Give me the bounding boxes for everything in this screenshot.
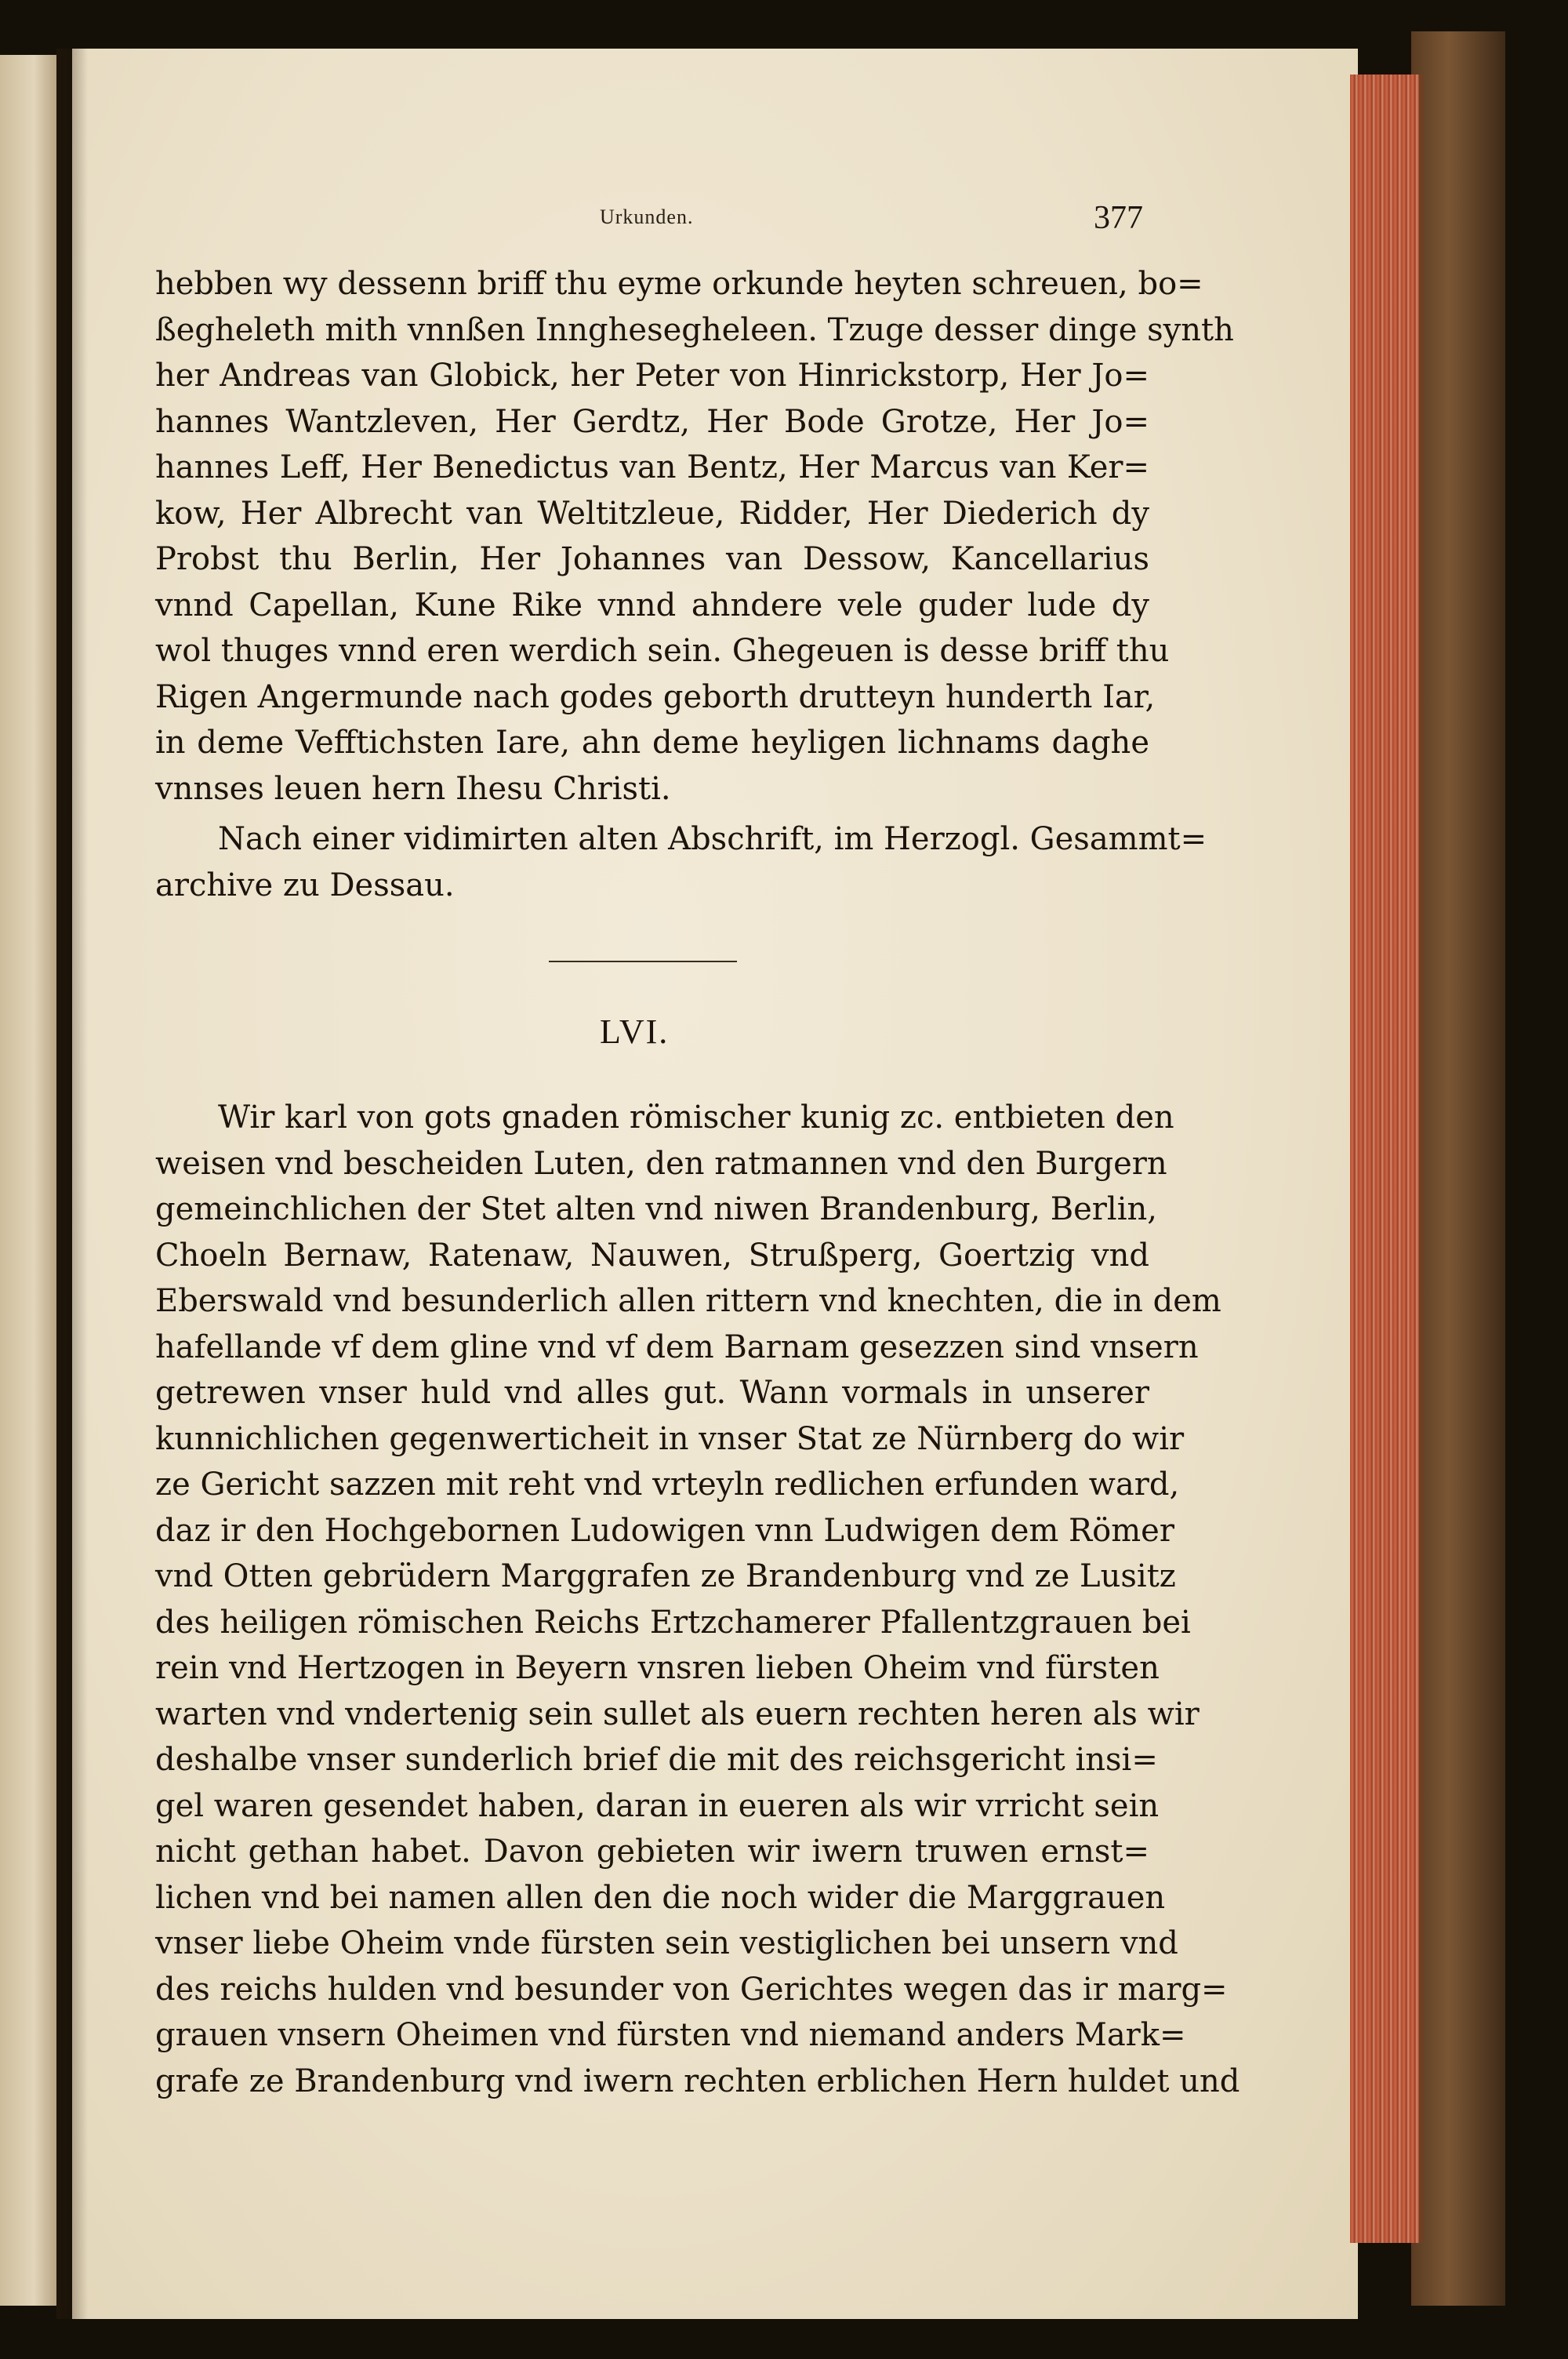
text-line: grafe ze Brandenburg vnd iwern rechten erblichen Hern huldet und <box>155 2063 1240 2099</box>
text-line: des reichs hulden vnd besunder von Gerichtes wegen das ir marg= <box>155 1971 1228 2008</box>
text-line: Probst thu Berlin, Her Johannes van Dessow, Kancellarius <box>155 541 1149 577</box>
text-line: kow, Her Albrecht van Weltitzleue, Ridder, Her Diederich dy <box>155 495 1149 532</box>
gutter-shadow <box>56 49 88 2319</box>
text-line: hebben wy dessenn briff thu eyme orkunde heyten schreuen, bo= <box>155 266 1203 302</box>
text-line: gel waren gesendet haben, daran in eueren als wir vrricht sein <box>155 1787 1160 1824</box>
text-line: kunnichlichen gegenwerticheit in vnser Stat ze Nürnberg do wir <box>155 1420 1185 1457</box>
document-one-text <box>155 261 1234 908</box>
text-line: ßegheleth mith vnnßen Innghesegheleen. Tzuge desser dinge synth <box>155 311 1234 348</box>
text-line: Choeln Bernaw, Ratenaw, Nauwen, Strußperg, Goertzig vnd <box>155 1237 1149 1274</box>
text-line: wol thuges vnnd eren werdich sein. Ghegeuen is desse briff thu <box>155 633 1170 669</box>
text-line: ze Gericht sazzen mit reht vnd vrteyln redlichen erfunden ward, <box>155 1467 1180 1503</box>
page-edges <box>1350 75 1424 2243</box>
text-line: weisen vnd bescheiden Luten, den ratmannen vnd den Burgern <box>155 1145 1167 1182</box>
text-line: vnnses leuen hern Ihesu Christi. <box>155 770 671 807</box>
text-line: rein vnd Hertzogen in Beyern vnsren lieben Oheim vnd fürsten <box>155 1650 1160 1686</box>
text-line: grauen vnsern Oheimen vnd fürsten vnd niemand anders Mark= <box>155 2017 1186 2053</box>
text-line: lichen vnd bei namen allen den die noch wider die Marggrauen <box>155 1879 1166 1916</box>
text-line: daz ir den Hochgebornen Ludowigen vnn Ludwigen dem Römer <box>155 1512 1174 1549</box>
text-line: warten vnd vndertenig sein sullet als euern rechten heren als wir <box>155 1696 1200 1732</box>
text-line: her Andreas van Globick, her Peter von Hinrickstorp, Her Jo= <box>155 358 1149 394</box>
text-line: des heiligen römischen Reichs Ertzchamerer Pfallentzgrauen bei <box>155 1604 1191 1641</box>
text-line: gemeinchlichen der Stet alten vnd niwen Brandenburg, Berlin, <box>155 1191 1157 1227</box>
source-note-line: Nach einer vidimirten alten Abschrift, im Herzogl. Gesammt= <box>218 821 1207 857</box>
text-line: vnnd Capellan, Kune Rike vnnd ahndere vele guder lude dy <box>155 587 1149 623</box>
document-two-text <box>155 1095 1240 2104</box>
text-line: Rigen Angermunde nach godes geborth drutteyn hunderth Iar, <box>155 678 1156 715</box>
section-divider <box>549 961 737 962</box>
running-head: Urkunden. <box>600 205 694 228</box>
text-line: deshalbe vnser sunderlich brief die mit des reichsgericht insi= <box>155 1742 1158 1778</box>
text-line: vnser liebe Oheim vnde fürsten sein vestiglichen bei unsern vnd <box>155 1925 1178 1961</box>
text-line: hafellande vf dem gline vnd vf dem Barnam gesezzen sind vnsern <box>155 1329 1199 1365</box>
text-line: nicht gethan habet. Davon gebieten wir iwern truwen ernst= <box>155 1834 1149 1870</box>
document-number: LVI. <box>600 1012 670 1051</box>
text-line: Wir karl von gots gnaden römischer kunig zc. entbieten den <box>218 1100 1174 1136</box>
source-note-line: archive zu Dessau. <box>155 867 455 903</box>
text-line: hannes Leff, Her Benedictus van Bentz, Her Marcus van Ker= <box>155 449 1149 485</box>
text-line: in deme Vefftichsten Iare, ahn deme heyligen lichnams daghe <box>155 725 1149 761</box>
text-line: Eberswald vnd besunderlich allen rittern vnd knechten, die in dem <box>155 1283 1221 1319</box>
text-line: vnd Otten gebrüdern Marggrafen ze Brandenburg vnd ze Lusitz <box>155 1558 1176 1594</box>
page-number: 377 <box>1094 200 1143 236</box>
left-page-edge <box>0 55 56 2306</box>
text-line: hannes Wantzleven, Her Gerdtz, Her Bode Grotze, Her Jo= <box>155 403 1149 440</box>
book-cover-edge <box>1411 31 1505 2306</box>
text-line: getrewen vnser huld vnd alles gut. Wann vormals in unserer <box>155 1375 1149 1411</box>
